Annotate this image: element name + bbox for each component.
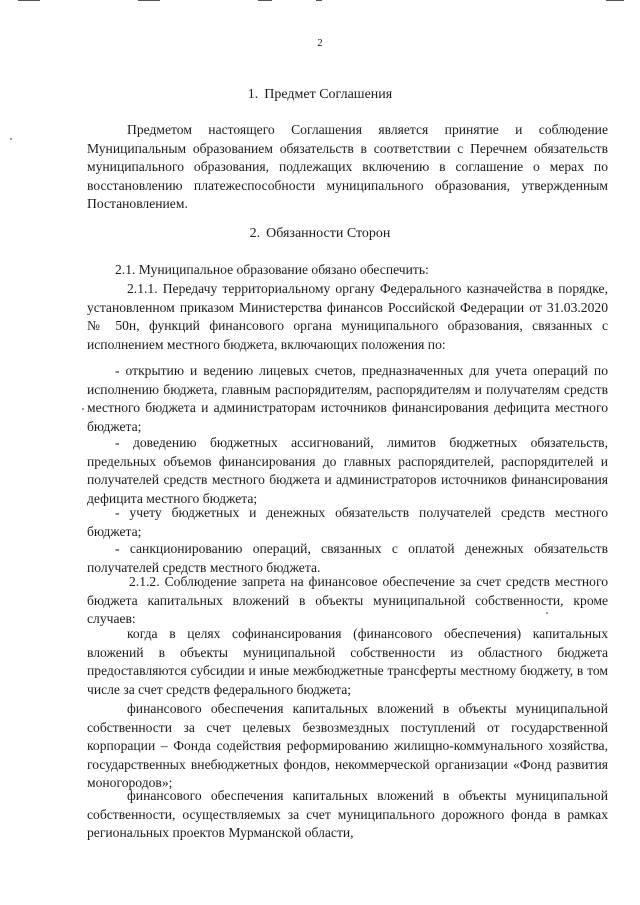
scan-speck [10,138,12,140]
clause-2-1: 2.1. Муниципальное образование обязано обеспечить: [115,262,429,277]
list-item-allocations: - доведению бюджетных ассигнований, лимитов бюджетных обязательств, предельных объемов финансирования до главных распорядителей, распорядителей и получателей средств местного бюджета и администраторов источников финансирования дефицита местного бюджета; [87,435,608,506]
list-item-authorization: - санкционированию операций, связанных с оплатой денежных обязательств получателей средств местного бюджета. [87,541,608,575]
exception-cofinancing: когда в целях софинансирования (финансового обеспечения) капитальных вложений в объекты муниципальной собственности из областного бюджета предоставляются субсидии и иные межбюджетные трансферты местному бюджету, в том числе за счет средств федерального бюджета; [87,626,608,697]
scan-edge-mark [258,0,272,1]
section-2-heading [0,225,640,243]
list-item-obligations: - учету бюджетных и денежных обязательств получателей средств местного бюджета; [87,505,608,539]
clause-2-1-2: 2.1.2. Соблюдение запрета на финансовое обеспечение за счет средств местного бюджета капитальных вложений в объекты муниципальной собственности, кроме случаев: [87,574,608,627]
section-number: 2. [249,226,261,241]
clause-2-1-1: 2.1.1. Передачу территориальному органу Федерального казначейства в порядке, установленном приказом Министерства финансов Российской Федерации от 31.03.2020 № 50н, функций финансового органа муниципального образования, связанных с исполнением местного бюджета, включающих положения по: [87,281,608,352]
exception-road-fund: финансового обеспечения капитальных вложений в объекты муниципальной собственности, осуществляемых за счет муниципального дорожного фонда в рамках региональных проектов Мурманской области, [87,788,608,841]
scan-edge-mark [606,0,624,1]
section-1-body: Предметом настоящего Соглашения является принятие и соблюдение Муниципальным образованием обязательств в соответствии с Перечнем обязательств муниципального образования, подлежащих включению в соглашение о мерах по восстановлению платежеспособности муниципального образования, утвержденным Постановлением. [87,122,608,212]
scan-edge-mark [18,0,40,1]
section-1-heading [0,86,640,104]
section-number: 1. [247,87,259,102]
scan-edge-mark [316,0,322,1]
page-number: 2 [317,37,323,49]
scan-edge-mark [138,0,160,1]
scan-speck [82,408,84,410]
exception-targeted-receipts: финансового обеспечения капитальных вложений в объекты муниципальной собственности за счет целевых безвозмездных поступлений от государственной корпорации – Фонда содействия реформированию жилищно-коммунального хозяйства, государственных внебюджетных фондов, некоммерческой организации «Фонд развития моногородов»; [87,701,608,791]
section-title: Предмет Соглашения [264,87,393,102]
section-title: Обязанности Сторон [266,226,391,241]
list-item-accounts: - открытию и ведению лицевых счетов, предназначенных для учета операций по исполнению бюджета, главным распорядителям, распорядителям и получателям средств местного бюджета и администраторам источников финансирования дефицита местного бюджета; [87,363,608,434]
